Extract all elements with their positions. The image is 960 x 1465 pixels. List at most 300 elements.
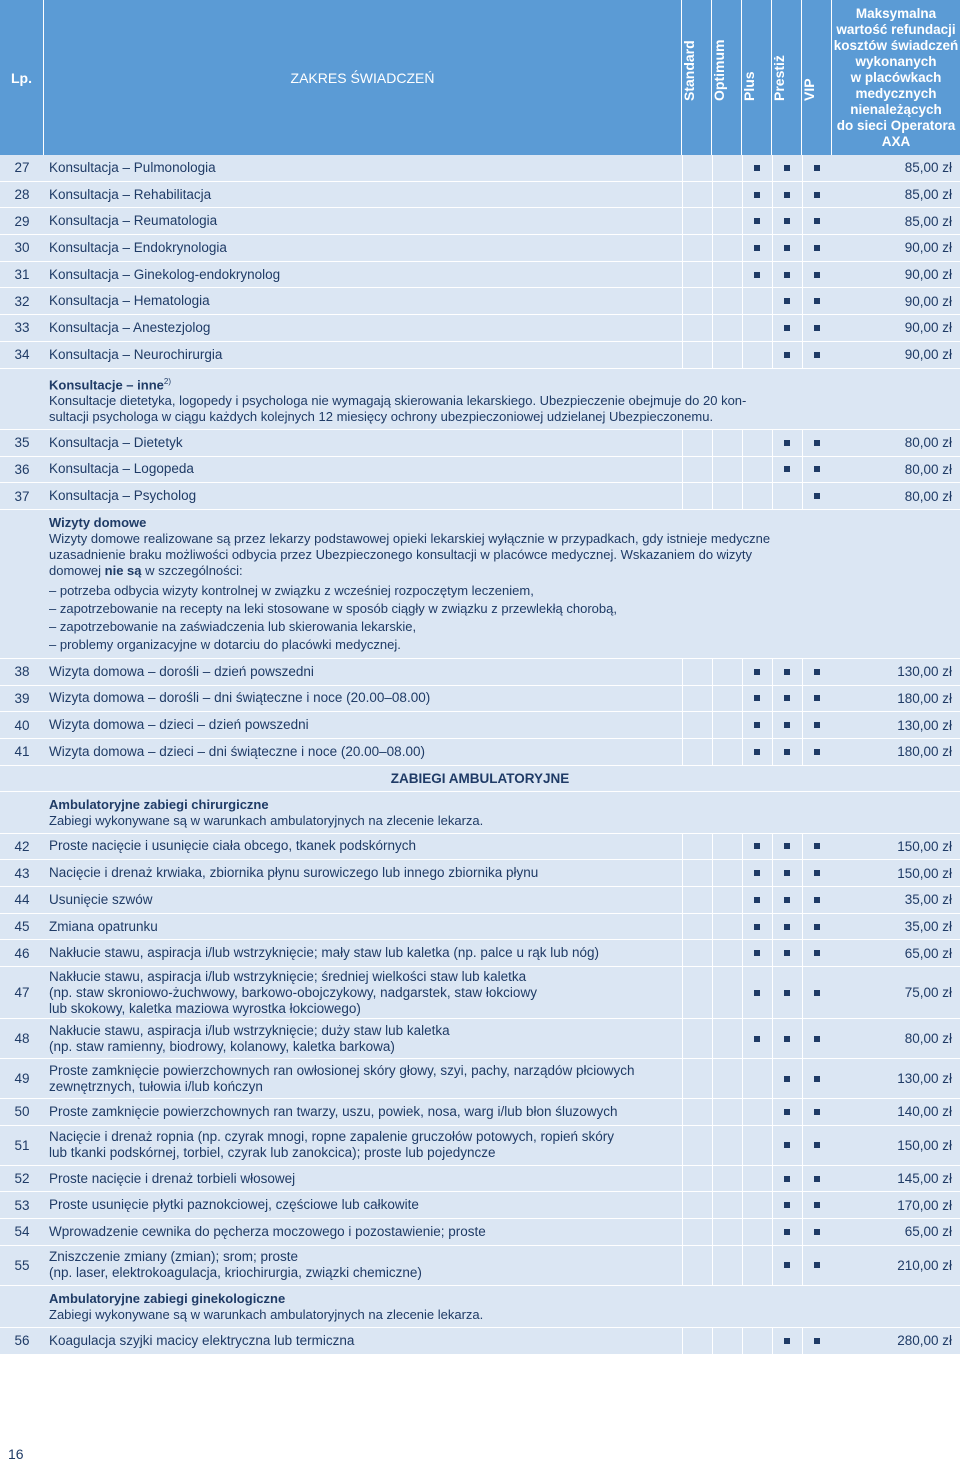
package-mark [742, 887, 772, 913]
note-bullet: – zapotrzebowanie na recepty na leki stosowane w sposób ciągły w związku z przewlekłą chorobą, [49, 600, 617, 616]
package-mark [772, 887, 802, 913]
row-name: Proste nacięcie i drenaż torbieli włosowej [49, 1170, 296, 1186]
row-name: Konsultacja – Ginekolog-endokrynolog [49, 266, 281, 282]
row-price: 90,00 zł [904, 347, 952, 363]
included-square-icon [814, 192, 820, 198]
row-price: 130,00 zł [897, 664, 952, 680]
package-mark [712, 1166, 742, 1192]
included-square-icon [784, 1176, 790, 1182]
table-row [0, 182, 960, 209]
included-square-icon [754, 165, 760, 171]
table-row [0, 1099, 960, 1126]
table-row [0, 860, 960, 887]
section-note [0, 792, 960, 834]
package-mark [772, 208, 802, 234]
footnote-ref: 2) [163, 376, 171, 386]
package-mark [712, 182, 742, 208]
included-square-icon [814, 165, 820, 171]
table-row [0, 887, 960, 914]
package-mark [712, 1246, 742, 1285]
row-name: Konsultacja – Logopeda [49, 461, 194, 477]
package-mark [772, 342, 802, 368]
table-row [0, 315, 960, 342]
package-mark [802, 430, 832, 456]
package-mark [742, 342, 772, 368]
package-mark [742, 1192, 772, 1218]
table-row [0, 288, 960, 315]
row-number: 43 [14, 865, 30, 881]
package-mark [742, 155, 772, 181]
package-mark [682, 315, 712, 341]
row-name: Konsultacja – Dietetyk [49, 434, 183, 450]
note-line: Konsultacje dietetyka, logopedy i psychologa nie wymagają skierowania lekarskiego. Ubezpieczenie obejmuje do 20 kon- [49, 392, 747, 408]
row-number: 28 [14, 187, 30, 203]
table-body [0, 155, 960, 1355]
row-name: Wizyta domowa – dzieci – dzień powszedni [49, 717, 309, 733]
included-square-icon [814, 1202, 820, 1208]
row-name: Konsultacja – Neurochirurgia [49, 346, 223, 362]
included-square-icon [814, 218, 820, 224]
package-mark [742, 712, 772, 738]
package-mark [802, 1099, 832, 1125]
package-mark [802, 315, 832, 341]
included-square-icon [784, 466, 790, 472]
package-mark [742, 483, 772, 509]
included-square-icon [754, 669, 760, 675]
included-square-icon [814, 1176, 820, 1182]
row-price: 130,00 zł [897, 717, 952, 733]
note-title: Ambulatoryjne zabiegi chirurgiczne [49, 796, 269, 812]
package-mark [742, 686, 772, 712]
included-square-icon [814, 1229, 820, 1235]
row-number: 56 [14, 1333, 30, 1349]
package-mark [682, 1019, 712, 1058]
table-row [0, 483, 960, 510]
package-mark [712, 967, 742, 1018]
package-mark [772, 1328, 802, 1354]
row-name: Konsultacja – Rehabilitacja [49, 186, 212, 202]
note-title: Wizyty domowe [49, 514, 147, 530]
package-mark [772, 1219, 802, 1245]
included-square-icon [754, 870, 760, 876]
package-mark [802, 860, 832, 886]
package-mark [682, 739, 712, 765]
package-mark [772, 182, 802, 208]
package-mark [802, 1246, 832, 1285]
row-number: 37 [14, 488, 30, 504]
table-row [0, 342, 960, 369]
row-number: 39 [14, 690, 30, 706]
table-row [0, 739, 960, 766]
included-square-icon [754, 924, 760, 930]
package-mark [802, 1166, 832, 1192]
included-square-icon [814, 245, 820, 251]
row-number: 34 [14, 347, 30, 363]
section-note [0, 1286, 960, 1328]
note-title: Ambulatoryjne zabiegi ginekologiczne [49, 1290, 286, 1306]
package-mark [772, 1019, 802, 1058]
row-number: 50 [14, 1104, 30, 1120]
package-mark [742, 208, 772, 234]
note-bullet: – potrzeba odbycia wizyty kontrolnej w związku z wcześniej rozpoczętym leczeniem, [49, 582, 534, 598]
row-name: Wizyta domowa – dorośli – dni świąteczne i noce (20.00–08.00) [49, 690, 431, 706]
package-mark [742, 1099, 772, 1125]
package-mark [772, 235, 802, 261]
package-mark [772, 967, 802, 1018]
package-mark [682, 860, 712, 886]
included-square-icon [784, 1202, 790, 1208]
package-mark [772, 1192, 802, 1218]
row-price: 90,00 zł [904, 320, 952, 336]
package-mark [712, 235, 742, 261]
included-square-icon [784, 298, 790, 304]
page-number: 16 [8, 1446, 24, 1462]
included-square-icon [814, 493, 820, 499]
included-square-icon [754, 695, 760, 701]
package-mark [682, 483, 712, 509]
package-mark [772, 483, 802, 509]
header-package-plus: Plus [742, 0, 772, 155]
included-square-icon [784, 1229, 790, 1235]
package-mark [772, 1059, 802, 1098]
included-square-icon [814, 1109, 820, 1115]
row-number: 31 [14, 267, 30, 283]
package-mark [712, 457, 742, 483]
package-mark [742, 1219, 772, 1245]
table-row [0, 262, 960, 289]
included-square-icon [814, 440, 820, 446]
row-number: 30 [14, 240, 30, 256]
package-mark [742, 1166, 772, 1192]
included-square-icon [784, 695, 790, 701]
package-mark [682, 1328, 712, 1354]
table-row [0, 686, 960, 713]
included-square-icon [814, 843, 820, 849]
row-name: Proste zamknięcie powierzchownych ran twarzy, uszu, powiek, nosa, warg i/lub błon śluzowych [49, 1103, 618, 1119]
table-row [0, 834, 960, 861]
row-price: 180,00 zł [897, 744, 952, 760]
package-mark [802, 208, 832, 234]
package-mark [742, 288, 772, 314]
table-row [0, 1328, 960, 1355]
included-square-icon [784, 352, 790, 358]
package-mark [802, 182, 832, 208]
included-square-icon [814, 325, 820, 331]
package-mark [712, 155, 742, 181]
header-package-optimum: Optimum [712, 0, 742, 155]
note-line: Wizyty domowe realizowane są przez lekarzy podstawowej opieki lekarskiej wyłącznie w przypadkach, gdy istnieje medyczne [49, 530, 771, 546]
included-square-icon [784, 1036, 790, 1042]
table-row [0, 430, 960, 457]
package-mark [742, 1126, 772, 1165]
package-mark [712, 739, 742, 765]
row-name: Proste usunięcie płytki paznokciowej, częściowe lub całkowite [49, 1197, 419, 1213]
row-name: Konsultacja – Psycholog [49, 488, 197, 504]
package-mark [772, 1166, 802, 1192]
included-square-icon [814, 1338, 820, 1344]
package-mark [712, 315, 742, 341]
row-number: 46 [14, 945, 30, 961]
package-mark [712, 659, 742, 685]
row-number: 35 [14, 435, 30, 451]
row-name: Nacięcie i drenaż krwiaka, zbiornika płynu surowiczego lub innego zbiornika płynu [49, 865, 539, 881]
package-mark [712, 1328, 742, 1354]
package-mark [682, 712, 712, 738]
row-price: 140,00 zł [897, 1104, 952, 1120]
package-mark [712, 288, 742, 314]
note-line: sultacji psychologa w ciągu każdych kolejnych 12 miesięcy ochrony ubezpieczoniowej udzielanej Ubezpieczonemu. [49, 408, 714, 424]
package-mark [772, 457, 802, 483]
package-mark [682, 342, 712, 368]
package-mark [742, 860, 772, 886]
package-mark [772, 686, 802, 712]
row-price: 130,00 zł [897, 1071, 952, 1087]
package-mark [682, 834, 712, 860]
row-number: 41 [14, 744, 30, 760]
row-number: 40 [14, 717, 30, 733]
row-price: 80,00 zł [904, 1031, 952, 1047]
package-mark [682, 940, 712, 966]
table-row [0, 1126, 960, 1166]
package-mark [802, 155, 832, 181]
table-row [0, 914, 960, 941]
package-mark [742, 940, 772, 966]
package-mark [682, 155, 712, 181]
included-square-icon [784, 218, 790, 224]
included-square-icon [814, 990, 820, 996]
included-square-icon [814, 897, 820, 903]
included-square-icon [814, 749, 820, 755]
row-name: Nakłucie stawu, aspiracja i/lub wstrzyknięcie; średniej wielkości staw lub kaletka (np. staw skroniowo-żuchwowy, barkowo-obojczykowy, nadgarstek, staw łokciowy lub skokowy, kaletka maziowa wyrostka łokciowego) [49, 968, 537, 1016]
header-package-vip: VIP [802, 0, 832, 155]
note-bullet: – zapotrzebowanie na zaświadczenia lub skierowania lekarskie, [49, 618, 417, 634]
package-mark [802, 1019, 832, 1058]
row-name: Proste nacięcie i usunięcie ciała obcego, tkanek podskórnych [49, 838, 416, 854]
row-price: 85,00 zł [904, 213, 952, 229]
row-number: 33 [14, 320, 30, 336]
header-max-refund: Maksymalna wartość refundacji kosztów świadczeń wykonanych w placówkach medycznych nienależących do sieci Operatora AXA [832, 0, 960, 155]
package-mark [682, 430, 712, 456]
package-mark [682, 1166, 712, 1192]
row-name: Konsultacja – Pulmonologia [49, 159, 216, 175]
table-header [0, 0, 960, 155]
package-mark [772, 914, 802, 940]
package-mark [742, 967, 772, 1018]
package-mark [742, 1328, 772, 1354]
row-price: 75,00 zł [904, 985, 952, 1001]
included-square-icon [784, 950, 790, 956]
table-row [0, 1246, 960, 1286]
section-note [0, 510, 960, 659]
package-mark [712, 262, 742, 288]
package-mark [682, 262, 712, 288]
row-price: 170,00 zł [897, 1197, 952, 1213]
table-row [0, 1059, 960, 1099]
row-number: 44 [14, 892, 30, 908]
header-package-standard: Standard [682, 0, 712, 155]
included-square-icon [754, 245, 760, 251]
package-mark [742, 182, 772, 208]
included-square-icon [754, 192, 760, 198]
package-mark [802, 739, 832, 765]
package-mark [682, 659, 712, 685]
included-square-icon [784, 990, 790, 996]
included-square-icon [814, 352, 820, 358]
included-square-icon [814, 1036, 820, 1042]
package-mark [712, 1099, 742, 1125]
package-mark [802, 1126, 832, 1165]
package-mark [742, 1246, 772, 1285]
row-name: Konsultacja – Reumatologia [49, 213, 218, 229]
section-note [0, 369, 960, 430]
included-square-icon [784, 870, 790, 876]
note-title: Konsultacje – inne [49, 376, 164, 392]
included-square-icon [814, 298, 820, 304]
row-number: 42 [14, 838, 30, 854]
package-mark [802, 288, 832, 314]
row-name: Konsultacja – Hematologia [49, 293, 210, 309]
package-mark [712, 1192, 742, 1218]
table-row [0, 1166, 960, 1193]
row-price: 80,00 zł [904, 461, 952, 477]
row-price: 150,00 zł [897, 838, 952, 854]
package-mark [682, 686, 712, 712]
header-zakres: ZAKRES ŚWIADCZEŃ [44, 0, 682, 155]
package-mark [682, 1219, 712, 1245]
package-mark [712, 342, 742, 368]
row-name: Konsultacja – Anestezjolog [49, 319, 211, 335]
package-mark [802, 686, 832, 712]
package-mark [682, 914, 712, 940]
note-line: Zabiegi wykonywane są w warunkach ambulatoryjnych na zlecenie lekarza. [49, 1306, 484, 1322]
row-price: 65,00 zł [904, 945, 952, 961]
included-square-icon [814, 924, 820, 930]
package-mark [682, 1126, 712, 1165]
row-number: 45 [14, 919, 30, 935]
package-mark [712, 1019, 742, 1058]
table-row [0, 940, 960, 967]
included-square-icon [754, 272, 760, 278]
package-mark [712, 712, 742, 738]
package-mark [712, 1126, 742, 1165]
table-row [0, 1019, 960, 1059]
row-name: Nakłucie stawu, aspiracja i/lub wstrzyknięcie; duży staw lub kaletka (np. staw ramienny, biodrowy, kolanowy, kaletka barkowa) [49, 1022, 450, 1054]
row-number: 38 [14, 664, 30, 680]
package-mark [802, 1059, 832, 1098]
included-square-icon [754, 1036, 760, 1042]
included-square-icon [784, 722, 790, 728]
included-square-icon [814, 722, 820, 728]
package-mark [772, 659, 802, 685]
included-square-icon [814, 1076, 820, 1082]
included-square-icon [814, 272, 820, 278]
included-square-icon [784, 1109, 790, 1115]
package-mark [802, 262, 832, 288]
package-mark [682, 457, 712, 483]
package-mark [772, 262, 802, 288]
included-square-icon [784, 1338, 790, 1344]
row-number: 54 [14, 1224, 30, 1240]
included-square-icon [784, 924, 790, 930]
included-square-icon [784, 325, 790, 331]
included-square-icon [784, 1262, 790, 1268]
header-lp: Lp. [0, 0, 44, 155]
row-price: 90,00 zł [904, 267, 952, 283]
included-square-icon [784, 245, 790, 251]
row-name: Wizyta domowa – dorośli – dzień powszedni [49, 663, 314, 679]
row-number: 53 [14, 1197, 30, 1213]
row-price: 65,00 zł [904, 1224, 952, 1240]
row-name: Nakłucie stawu, aspiracja i/lub wstrzyknięcie; mały staw lub kaletka (np. palce u rąk lub nóg) [49, 945, 599, 961]
row-name: Wprowadzenie cewnika do pęcherza moczowego i pozostawienie; proste [49, 1223, 486, 1239]
row-number: 36 [14, 461, 30, 477]
package-mark [772, 860, 802, 886]
package-mark [682, 182, 712, 208]
row-number: 29 [14, 213, 30, 229]
included-square-icon [754, 990, 760, 996]
package-mark [742, 235, 772, 261]
row-price: 80,00 zł [904, 435, 952, 451]
table-row [0, 1219, 960, 1246]
row-number: 27 [14, 160, 30, 176]
row-price: 35,00 zł [904, 919, 952, 935]
package-mark [772, 739, 802, 765]
included-square-icon [814, 695, 820, 701]
package-mark [802, 914, 832, 940]
header-package-prestiz: Prestiż [772, 0, 802, 155]
package-mark [742, 914, 772, 940]
row-price: 150,00 zł [897, 1137, 952, 1153]
package-mark [712, 1219, 742, 1245]
included-square-icon [754, 722, 760, 728]
row-number: 51 [14, 1137, 30, 1153]
included-square-icon [754, 897, 760, 903]
package-mark [802, 457, 832, 483]
included-square-icon [784, 192, 790, 198]
package-mark [712, 914, 742, 940]
package-mark [682, 887, 712, 913]
package-mark [712, 483, 742, 509]
table-row [0, 457, 960, 484]
included-square-icon [784, 440, 790, 446]
included-square-icon [814, 950, 820, 956]
package-mark [682, 1246, 712, 1285]
package-mark [742, 1059, 772, 1098]
included-square-icon [814, 870, 820, 876]
package-mark [712, 940, 742, 966]
included-square-icon [814, 1262, 820, 1268]
note-line: Zabiegi wykonywane są w warunkach ambulatoryjnych na zlecenie lekarza. [49, 812, 484, 828]
package-mark [802, 235, 832, 261]
included-square-icon [814, 1142, 820, 1148]
table-row [0, 1192, 960, 1219]
package-mark [772, 940, 802, 966]
package-mark [802, 659, 832, 685]
package-mark [772, 1246, 802, 1285]
package-mark [682, 288, 712, 314]
row-price: 180,00 zł [897, 690, 952, 706]
package-mark [802, 1219, 832, 1245]
note-line: domowej nie są w szczególności: [49, 562, 243, 578]
package-mark [802, 967, 832, 1018]
included-square-icon [754, 218, 760, 224]
package-mark [682, 967, 712, 1018]
package-mark [682, 1059, 712, 1098]
table-row [0, 712, 960, 739]
package-mark [772, 712, 802, 738]
row-name: Wizyta domowa – dzieci – dni świąteczne i noce (20.00–08.00) [49, 743, 425, 759]
included-square-icon [784, 1142, 790, 1148]
